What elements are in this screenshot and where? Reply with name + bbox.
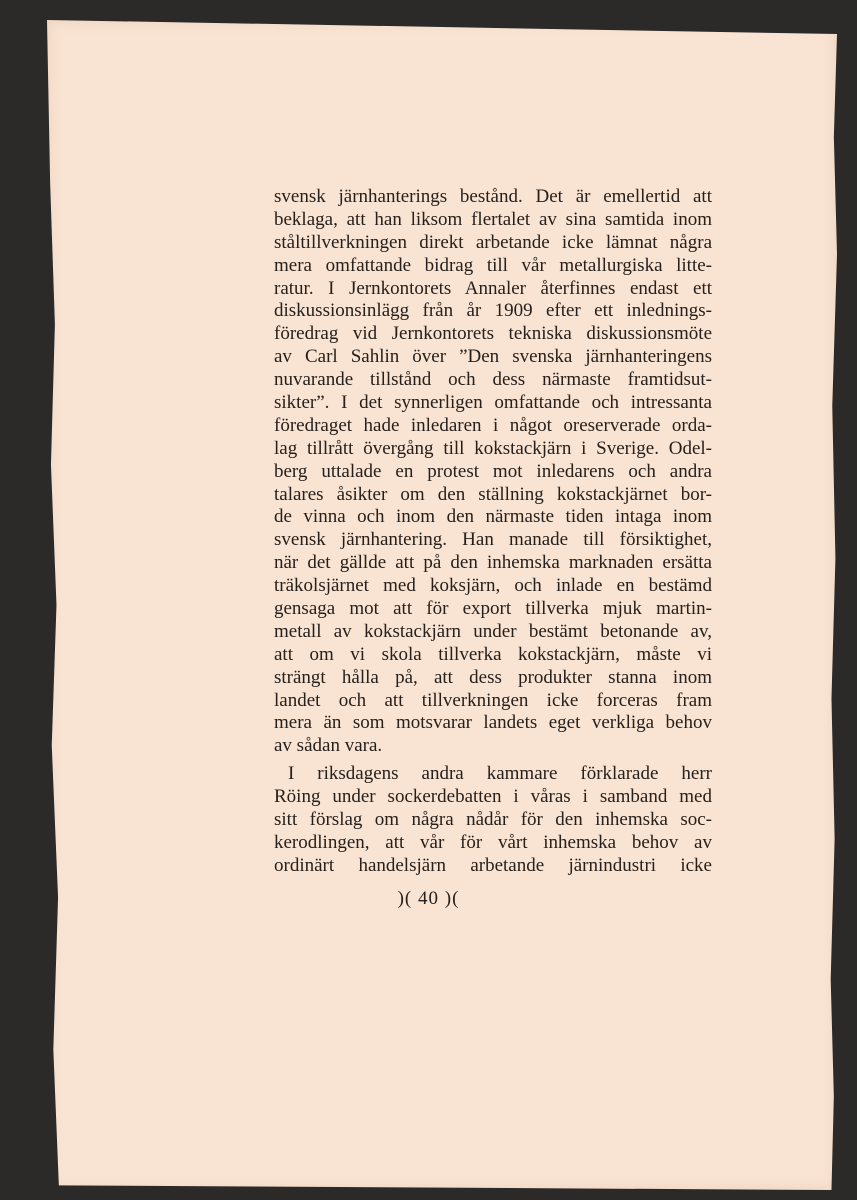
text-line: träkolsjärnet med koksjärn, och inlade en bestämd xyxy=(274,575,712,597)
text-line: mera än som motsvarar landets eget verkliga behov xyxy=(274,712,712,734)
text-line: föredrag vid Jernkontorets tekniska diskussionsmöte xyxy=(274,323,712,345)
text-line: av sådan vara. xyxy=(274,735,383,757)
text-line: att om vi skola tillverka kokstackjärn, måste vi xyxy=(274,643,712,665)
text-line: svensk järnhanterings bestånd. Det är emellertid att xyxy=(274,186,712,207)
text-line: kerodlingen, att vår för vårt inhemska behov av xyxy=(274,831,712,853)
text-line: ståltillverkningen direkt arbetande icke lämnat några xyxy=(274,231,712,253)
page-number: )( 40 )( xyxy=(397,888,460,909)
body-text xyxy=(274,186,712,878)
text-line: Röing under sockerdebatten i våras i samband med xyxy=(274,786,712,808)
text-line: de vinna och inom den närmaste tiden intaga inom xyxy=(274,506,712,528)
paragraph-2 xyxy=(274,763,712,877)
text-line: lag tillrått övergång till kokstackjärn i Sverige. Odel- xyxy=(274,437,712,459)
text-line: av Carl Sahlin över ”Den svenska järnhanteringens xyxy=(274,346,712,368)
text-line: metall av kokstackjärn under bestämt betonande av, xyxy=(274,620,712,642)
text-line: sikter”. I det synnerligen omfattande och intressanta xyxy=(274,392,712,414)
text-line: beklaga, att han liksom flertalet av sina samtida inom xyxy=(274,208,712,230)
text-line: mera omfattande bidrag till vår metallurgiska litte- xyxy=(274,254,712,276)
text-line: svensk järnhantering. Han manade till försiktighet, xyxy=(274,529,712,551)
text-line: I riksdagens andra kammare förklarade herr xyxy=(288,763,712,785)
text-line: talares åsikter om den ställning kokstackjärnet bor- xyxy=(274,483,712,505)
text-line: strängt hålla på, att dess produkter stanna inom xyxy=(274,666,712,688)
text-line: sitt förslag om några nådår för den inhemska soc- xyxy=(274,809,712,831)
text-line: berg uttalade en protest mot inledarens och andra xyxy=(274,460,712,482)
text-line: nuvarande tillstånd och dess närmaste framtidsut- xyxy=(274,369,712,391)
text-line: gensaga mot att för export tillverka mjuk martin- xyxy=(274,598,712,620)
text-line: ratur. I Jernkontorets Annaler återfinnes endast ett xyxy=(274,277,712,299)
text-line: ordinärt handelsjärn arbetande järnindustri icke xyxy=(274,854,712,876)
paragraph-1 xyxy=(274,186,712,758)
text-line: när det gällde att på den inhemska marknaden ersätta xyxy=(274,552,712,574)
text-line: landet och att tillverkningen icke forceras fram xyxy=(274,689,712,711)
text-line: diskussionsinlägg från år 1909 efter ett inlednings- xyxy=(274,300,712,322)
text-line: föredraget hade inledaren i något oreserverade orda- xyxy=(274,414,712,436)
